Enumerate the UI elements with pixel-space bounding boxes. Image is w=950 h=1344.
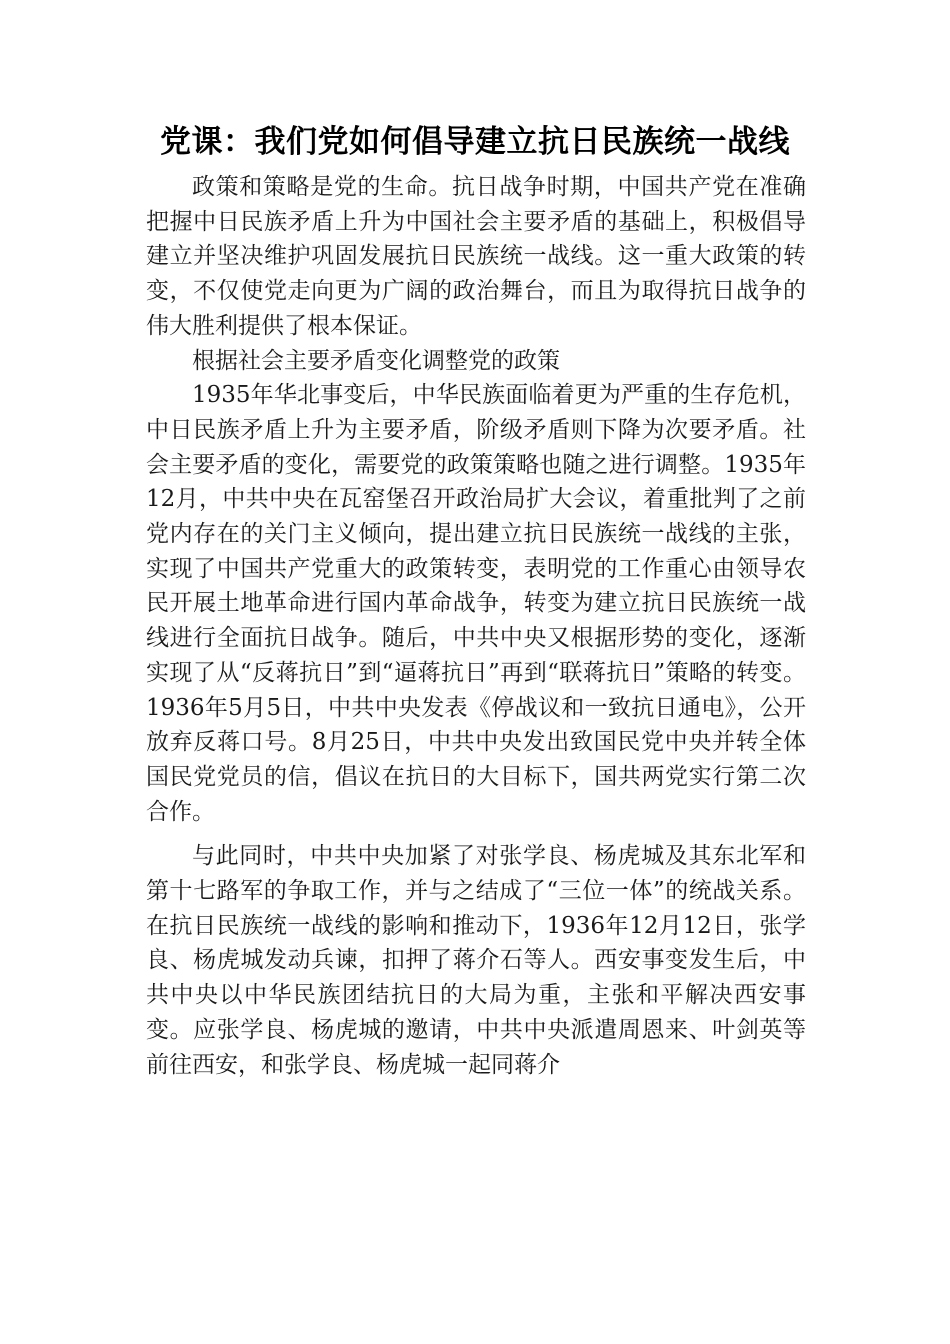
section-heading: 根据社会主要矛盾变化调整党的政策	[192, 347, 560, 374]
document-title: 党课：我们党如何倡导建立抗日民族统一战线	[160, 124, 790, 160]
body-paragraph: 与此同时，中共中央加紧了对张学良、杨虎城及其东北军和第十七路军的争取工作，并与之结成了“三位一体”的统战关系。在抗日民族统一战线的影响和推动下，1936年12月12日，张学良、杨虎城发动兵谏，扣押了蒋介石等人。西安事变发生后，中共中央以中华民族团结抗日的大局为重，主张和平解决西安事变。应张学良、杨虎城的邀请，中共中央派遣周恩来、叶剑英等前往西安，和张学良、杨虎城一起同蒋介	[146, 843, 806, 1078]
body-paragraph: 1935年华北事变后，中华民族面临着更为严重的生存危机，中日民族矛盾上升为主要矛盾，阶级矛盾则下降为次要矛盾。社会主要矛盾的变化，需要党的政策策略也随之进行调整。1935年12月，中共中央在瓦窑堡召开政治局扩大会议，着重批判了之前党内存在的关门主义倾向，提出建立抗日民族统一战线的主张，实现了中国共产党重大的政策转变，表明党的工作重心由领导农民开展土地革命进行国内革命战争，转变为建立抗日民族统一战线进行全面抗日战争。随后，中共中央又根据形势的变化，逐渐实现了从“反蒋抗日”到“逼蒋抗日”再到“联蒋抗日”策略的转变。1936年5月5日，中共中央发表《停战议和一致抗日通电》，公开放弃反蒋口号。8月25日，中共中央发出致国民党中央并转全体国民党党员的信，倡议在抗日的大目标下，国共两党实行第二次合作。	[146, 382, 806, 825]
document-body	[146, 170, 806, 1082]
intro-paragraph: 政策和策略是党的生命。抗日战争时期，中国共产党在准确把握中日民族矛盾上升为中国社会主要矛盾的基础上，积极倡导建立并坚决维护巩固发展抗日民族统一战线。这一重大政策的转变，不仅使党走向更为广阔的政治舞台，而且为取得抗日战争的伟大胜利提供了根本保证。	[146, 174, 806, 339]
